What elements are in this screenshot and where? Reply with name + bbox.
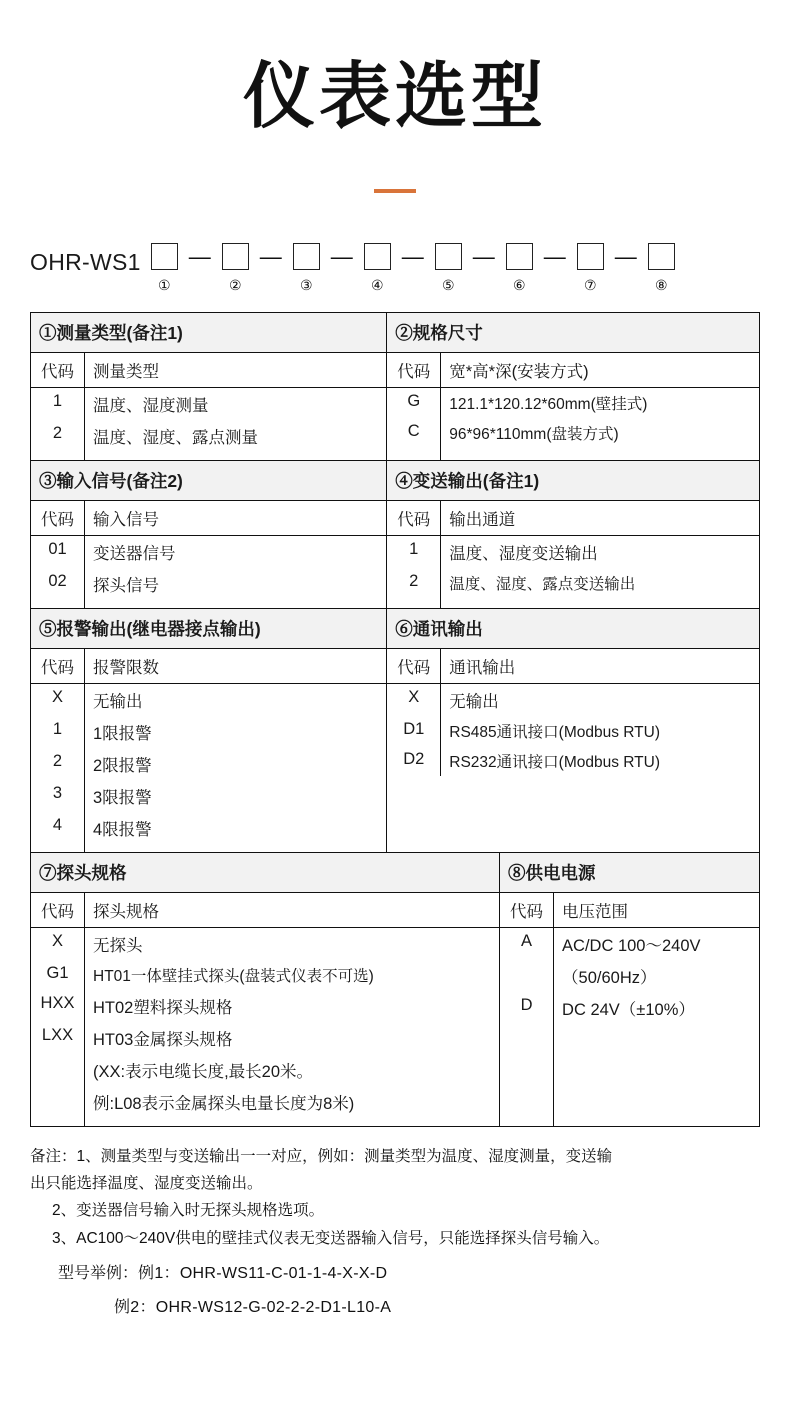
row-desc: 无输出 [449,693,499,712]
row-desc: HT03金属探头规格 [93,1031,233,1050]
row-code: 1 [387,536,441,568]
row-code: HXX [31,990,85,1022]
section-column-headers [31,893,499,928]
model-slot-box[interactable] [435,243,462,270]
spec-section-7 [31,853,500,1126]
row-code: LXX [31,1022,85,1054]
row-desc: 2限报警 [93,757,152,776]
row-desc: 无探头 [93,937,143,956]
row-desc: 温度、湿度、露点变送输出 [449,576,636,594]
model-slot-index: ⑦ [583,277,597,294]
row-code: G [387,388,441,418]
table-row [387,746,759,776]
row-desc-filler [441,448,759,460]
notes-item-1: 1、测量类型与变送输出一一对应，例如：测量类型为温度、湿度测量，变送输 [76,1148,613,1166]
row-desc: 例:L08表示金属探头电量长度为8米) [93,1095,355,1114]
row-code: 2 [31,420,85,452]
spec-section-8 [500,853,759,1126]
column-header-code: 代码 [387,353,441,387]
notes-block [30,1143,760,1322]
row-desc: 变送器信号 [93,545,176,564]
row-desc: HT01一体壁挂式探头(盘装式仪表不可选) [93,968,374,986]
row-code: C [387,418,441,448]
table-row [31,568,386,600]
table-row [31,536,386,568]
model-slot-3[interactable] [293,243,320,294]
spec-section-4 [387,461,759,608]
section-column-headers [31,649,386,684]
row-filler [31,1118,499,1126]
row-code: X [31,684,85,716]
model-slot-index: ⑤ [441,277,455,294]
row-code: 3 [31,780,85,812]
title-divider [374,189,416,193]
row-desc: 4限报警 [93,821,152,840]
spec-section-5 [31,609,387,852]
column-header-code: 代码 [31,893,85,927]
section-column-headers [387,649,759,684]
row-desc: (XX:表示电缆长度,最长20米。 [93,1063,314,1082]
model-slot-list [151,243,675,294]
section-rows [31,928,499,1126]
table-row [31,1022,499,1054]
table-row [500,960,759,992]
notes-line-4: 3、AC100～240V供电的壁挂式仪表无变送器输入信号，只能选择探头信号输入。 [52,1229,610,1247]
row-desc-filler [387,776,759,852]
column-header-desc: 输入信号 [93,511,159,530]
row-code: 02 [31,568,85,600]
section-rows [31,536,386,608]
section-column-headers [31,501,386,536]
row-code: G1 [31,960,85,990]
row-desc: RS232通讯接口(Modbus RTU) [449,754,661,772]
model-slot-index: ⑧ [654,277,668,294]
model-separator: — [614,244,637,270]
model-base-name: OHR-WS1 [30,249,141,276]
spec-section-6 [387,609,759,852]
model-separator: — [259,244,282,270]
row-desc: 探头信号 [93,577,159,596]
model-slot-index: ② [228,277,242,294]
row-code [500,960,554,992]
row-code [31,1086,85,1118]
model-slot-index: ③ [299,277,313,294]
row-desc: 温度、湿度、露点测量 [93,429,258,448]
column-header-code: 代码 [31,649,85,683]
section-column-headers [500,893,759,928]
row-code-filler [387,448,441,460]
model-slot-index: ⑥ [512,277,526,294]
section-rows [31,684,386,852]
row-code-filler [31,600,85,608]
model-slot-box[interactable] [293,243,320,270]
model-slot-box[interactable] [222,243,249,270]
model-slot-7[interactable] [577,243,604,294]
column-header-desc: 通讯输出 [449,659,516,678]
row-filler [500,1024,759,1126]
model-separator: — [543,244,566,270]
column-header-desc: 电压范围 [562,903,629,922]
row-code-filler [31,452,85,460]
row-desc: 96*96*110mm(盘装方式) [449,426,619,444]
row-code: X [387,684,441,716]
table-row [31,716,386,748]
section-rows [387,684,759,852]
table-row [31,420,386,452]
table-row [387,568,759,598]
model-separator: — [401,244,424,270]
model-slot-index: ① [157,277,171,294]
column-header-desc: 探头规格 [93,903,159,922]
model-separator: — [188,244,211,270]
spec-band-1 [31,313,759,461]
model-slot-8[interactable] [648,243,675,294]
example-line-1 [30,1260,760,1288]
table-row [31,928,499,960]
row-code-filler [500,1024,554,1126]
row-filler [387,598,759,608]
model-slot-box[interactable] [506,243,533,270]
table-row [387,388,759,418]
row-desc: 3限报警 [93,789,152,808]
section-header: ④变送输出(备注1) [387,461,759,501]
row-filler [31,844,386,852]
table-row [31,960,499,990]
row-desc: RS485通讯接口(Modbus RTU) [449,724,661,742]
spec-section-3 [31,461,387,608]
row-desc: 温度、湿度测量 [93,397,209,416]
spec-band-4 [31,853,759,1127]
row-desc: AC/DC 100～240V [562,937,701,956]
section-rows [31,388,386,460]
table-row [31,388,386,420]
section-header: ⑥通讯输出 [387,609,759,649]
spec-band-3 [31,609,759,853]
table-row [31,1054,499,1086]
row-filler [387,776,759,852]
section-header: ①测量类型(备注1) [31,313,386,353]
column-header-code: 代码 [500,893,554,927]
table-row [500,992,759,1024]
row-desc-filler [554,1024,759,1126]
model-separator: — [472,244,495,270]
table-row [387,716,759,746]
example-label: 型号举例： [58,1264,139,1282]
row-code: 01 [31,536,85,568]
model-slot-box[interactable] [151,243,178,270]
row-desc-filler [85,452,386,460]
row-filler [31,452,386,460]
notes-line-3: 2、变送器信号输入时无探头规格选项。 [52,1202,325,1220]
section-header: ②规格尺寸 [387,313,759,353]
specification-table [30,312,760,1127]
row-code: 1 [31,388,85,420]
section-column-headers [387,353,759,388]
spec-section-2 [387,313,759,460]
notes-line-1 [30,1143,760,1170]
column-header-desc: 输出通道 [449,511,516,530]
column-header-code: 代码 [31,501,85,535]
model-slot-2[interactable] [222,243,249,294]
row-code: 1 [31,716,85,748]
model-slot-1[interactable] [151,243,178,294]
table-row [387,684,759,716]
table-row [31,1086,499,1118]
row-code-filler [31,1118,85,1126]
column-header-code: 代码 [387,649,441,683]
table-row [31,990,499,1022]
column-header-desc: 宽*高*深(安装方式) [449,363,589,382]
row-desc-filler [85,1118,499,1126]
row-code: 2 [387,568,441,598]
column-header-desc: 测量类型 [93,363,159,382]
example-block [30,1260,760,1322]
row-desc: 无输出 [93,693,143,712]
section-rows [500,928,759,1126]
model-separator: — [330,244,353,270]
table-row [31,748,386,780]
model-slot-index: ④ [370,277,384,294]
column-header-code: 代码 [387,501,441,535]
section-header: ⑤报警输出(继电器接点输出) [31,609,386,649]
column-header-code: 代码 [31,353,85,387]
notes-label: 备注： [30,1148,77,1166]
section-column-headers [387,501,759,536]
table-row [387,418,759,448]
section-header: ⑧供电电源 [500,853,759,893]
model-slot-box[interactable] [648,243,675,270]
row-code: A [500,928,554,960]
example-1: 例1：OHR-WS11-C-01-1-4-X-X-D [138,1264,388,1282]
row-desc-filler [441,598,759,608]
spec-band-2 [31,461,759,609]
row-code [31,1054,85,1086]
section-header: ⑦探头规格 [31,853,499,893]
row-desc: 121.1*120.12*60mm(壁挂式) [449,396,648,414]
row-code: 2 [31,748,85,780]
table-row [31,780,386,812]
table-row [500,928,759,960]
section-column-headers [31,353,386,388]
row-code: D2 [387,746,441,776]
row-code-filler [31,844,85,852]
row-desc: DC 24V（±10%） [562,1001,695,1020]
model-slot-box[interactable] [364,243,391,270]
row-desc: HT02塑料探头规格 [93,999,233,1018]
row-desc-filler [85,844,386,852]
table-row [31,684,386,716]
section-rows [387,388,759,460]
row-filler [387,448,759,460]
row-desc: （50/60Hz） [562,969,657,988]
table-row [387,536,759,568]
section-rows [387,536,759,608]
model-slot-4[interactable] [364,243,391,294]
example-2: 例2：OHR-WS12-G-02-2-2-D1-L10-A [114,1298,392,1316]
row-desc: 1限报警 [93,725,152,744]
page-title: 仪表选型 [242,57,547,137]
section-header: ③输入信号(备注2) [31,461,386,501]
row-filler [31,600,386,608]
row-desc-filler [85,600,386,608]
row-code-filler [387,598,441,608]
notes-line-2: 出只能选择温度、湿度变送输出。 [30,1175,263,1193]
table-row [31,812,386,844]
model-slot-6[interactable] [506,243,533,294]
model-code-row [0,243,790,294]
spec-section-1 [31,313,387,460]
row-code: X [31,928,85,960]
column-header-desc: 报警限数 [93,659,159,678]
model-slot-box[interactable] [577,243,604,270]
row-code: 4 [31,812,85,844]
row-desc: 温度、湿度变送输出 [449,545,598,564]
model-slot-5[interactable] [435,243,462,294]
row-code: D1 [387,716,441,746]
row-code: D [500,992,554,1024]
